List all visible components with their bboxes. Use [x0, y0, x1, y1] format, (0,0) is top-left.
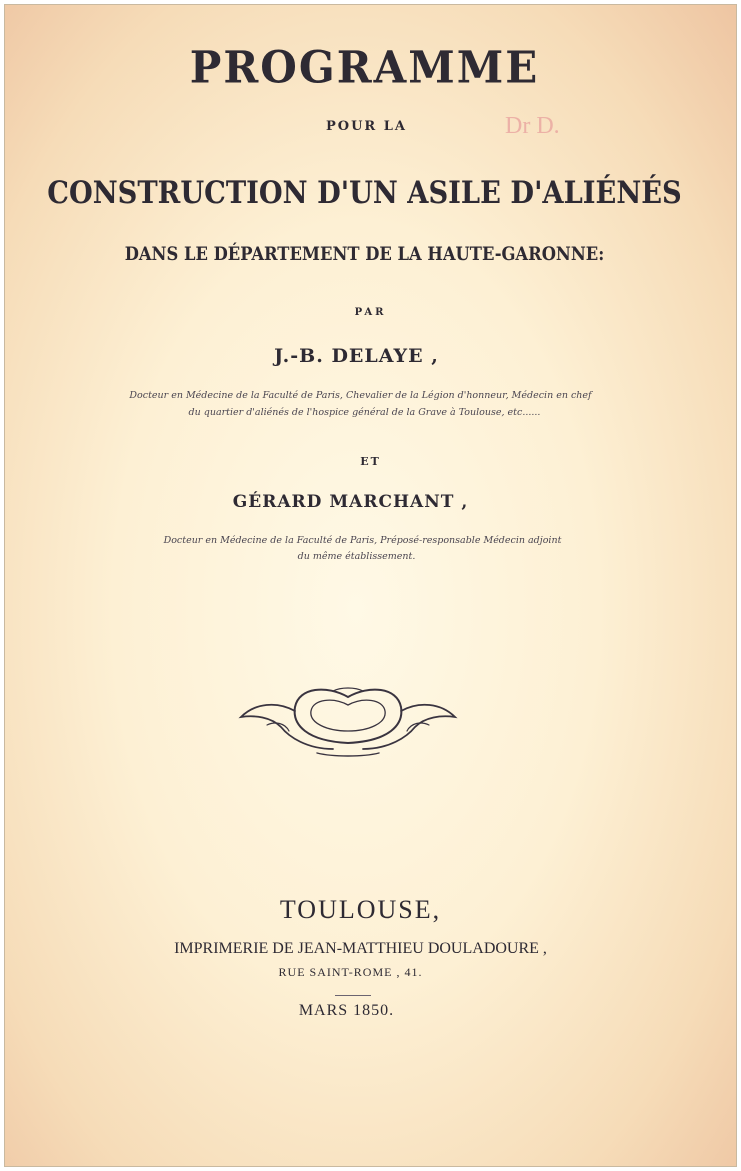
page-title: PROGRAMME [189, 41, 540, 94]
imprint-city: TOULOUSE, [279, 895, 442, 924]
author-2-name: GÉRARD MARCHANT , [232, 492, 469, 512]
library-stamp: Dr D. [505, 113, 560, 139]
imprint-address: RUE SAINT-ROME , 41. [278, 965, 423, 979]
and-label: ET [360, 455, 381, 468]
subtitle-construction: CONSTRUCTION D'UN ASILE D'ALIÉNÉS [47, 175, 682, 211]
author-2-credentials-line-2: du même établissement. [297, 551, 416, 562]
imprint-date: MARS 1850. [298, 1002, 395, 1019]
divider [335, 995, 371, 996]
author-1-credentials-line-2: du quartier d'aliénés de l'hospice général de la Grave à Toulouse, etc...... [188, 407, 541, 418]
author-1-name: J.-B. DELAYE , [274, 345, 439, 367]
ornament-icon [237, 685, 459, 759]
author-2-credentials-line-1: Docteur en Médecine de la Faculté de Paris, Préposé-responsable Médecin adjoint [163, 535, 562, 546]
author-1-credentials-line-1: Docteur en Médecine de la Faculté de Paris, Chevalier de la Légion d'honneur, Médecin en chef [129, 390, 592, 401]
imprint-printer: IMPRIMERIE DE JEAN-MATTHIEU DOULADOURE , [174, 940, 547, 957]
subtitle-departement: DANS LE DÉPARTEMENT DE LA HAUTE-GARONNE: [124, 243, 605, 265]
subtitle-pour-la: POUR LA [326, 119, 407, 134]
title-page [4, 4, 737, 1167]
by-label: PAR [354, 307, 387, 318]
